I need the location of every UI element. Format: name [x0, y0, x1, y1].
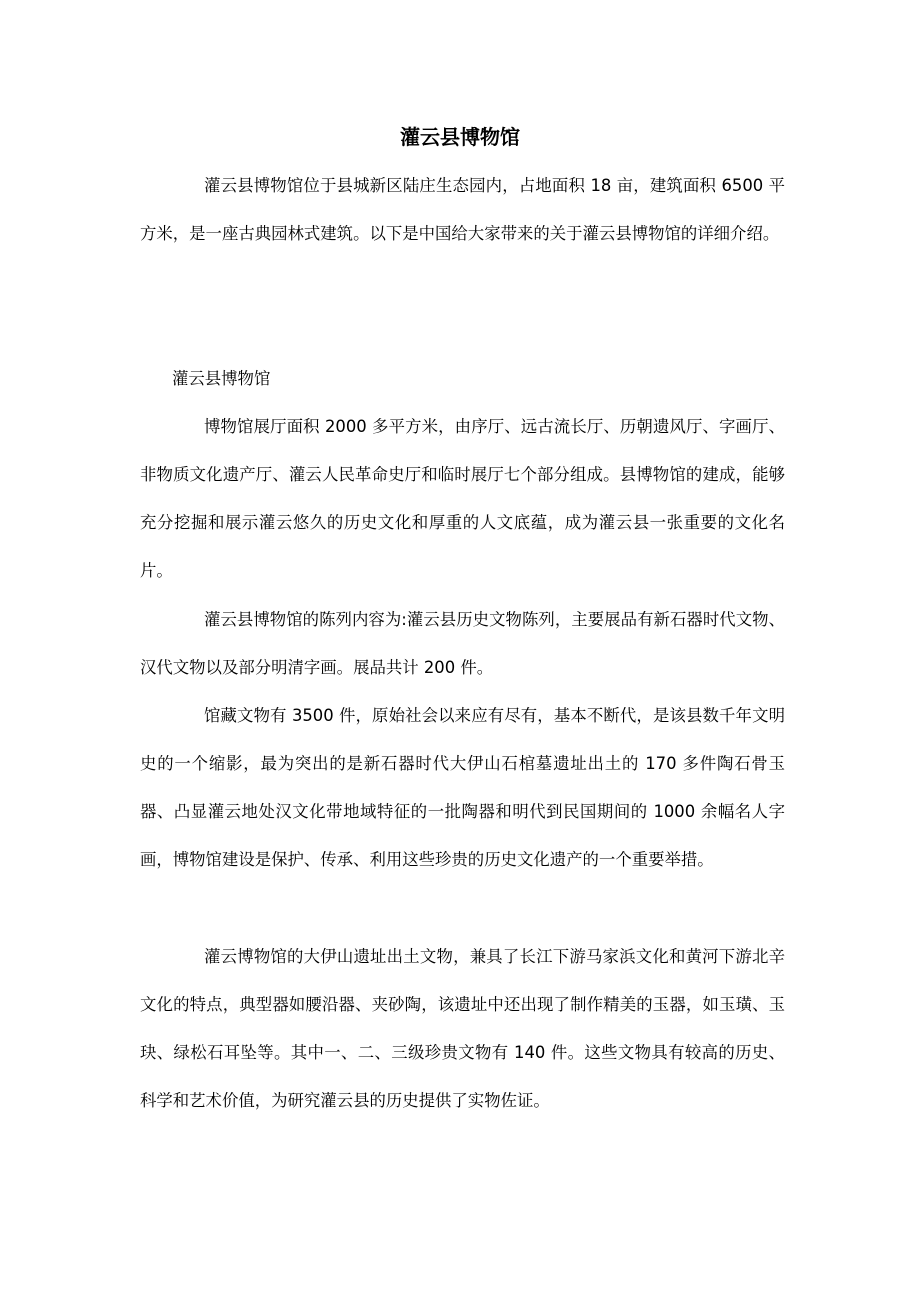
section-heading: 灌云县博物馆	[172, 369, 271, 388]
document-title: 灌云县博物馆	[400, 125, 520, 149]
body-paragraph: 博物馆展厅面积 2000 多平方米，由序厅、远古流长厅、历朝遗风厅、字画厅、非物质文化遗产厅、灌云人民革命史厅和临时展厅七个部分组成。县博物馆的建成，能够充分挖掘和展示灌云悠久的历史文化和厚重的人文底蕴，成为灌云县一张重要的文化名片。	[140, 417, 785, 580]
intro-paragraph: 灌云县博物馆位于县城新区陆庄生态园内，占地面积 18 亩，建筑面积 6500 平方米，是一座古典园林式建筑。以下是中国给大家带来的关于灌云县博物馆的详细介绍。	[140, 176, 785, 243]
body-paragraph: 馆藏文物有 3500 件，原始社会以来应有尽有，基本不断代，是该县数千年文明史的一个缩影，最为突出的是新石器时代大伊山石棺墓遗址出土的 170 多件陶石骨玉器、凸显灌云地处汉文化带地域特征的一批陶器和明代到民国期间的 1000 余幅名人字画，博物馆建设是保护、传承、利用这些珍贵的历史文化遗产的一个重要举措。	[140, 706, 785, 869]
body-paragraph: 灌云县博物馆的陈列内容为:灌云县历史文物陈列，主要展品有新石器时代文物、汉代文物以及部分明清字画。展品共计 200 件。	[140, 610, 785, 677]
body-paragraph: 灌云博物馆的大伊山遗址出土文物，兼具了长江下游马家浜文化和黄河下游北辛文化的特点，典型器如腰沿器、夹砂陶，该遗址中还出现了制作精美的玉器，如玉璜、玉玦、绿松石耳坠等。其中一、二、三级珍贵文物有 140 件。这些文物具有较高的历史、科学和艺术价值，为研究灌云县的历史提供了实物佐证。	[140, 947, 785, 1110]
